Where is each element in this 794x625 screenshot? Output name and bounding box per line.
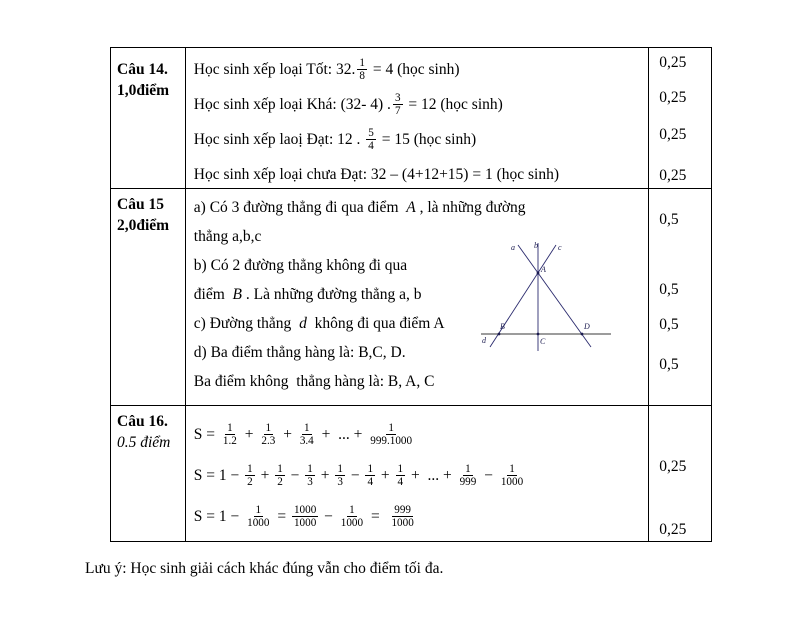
answer-content-cell xyxy=(186,406,649,541)
text-run: d) Ba điểm thẳng hàng là: B,C, D. xyxy=(193,343,406,361)
text-run: − xyxy=(286,466,304,484)
fraction-denominator: 4 xyxy=(368,140,374,152)
score-value: 0,5 xyxy=(659,316,679,333)
text-run: = 15 (học sinh) xyxy=(377,130,477,148)
text-run: A xyxy=(406,198,416,216)
score-value: 0,25 xyxy=(659,126,687,143)
score-value: 0,5 xyxy=(659,356,679,373)
question-points: 2,0điểm xyxy=(117,216,170,234)
question-label-cell xyxy=(111,406,186,541)
fraction-numerator: 5 xyxy=(368,126,374,139)
fraction-numerator: 999 xyxy=(394,503,411,516)
fraction xyxy=(366,127,376,153)
fraction xyxy=(275,463,285,489)
text-run: điểm xyxy=(193,285,233,303)
text-run: − xyxy=(480,466,497,484)
fraction-numerator: 1 xyxy=(277,462,283,475)
text-run: b) Có 2 đường thẳng không đi qua xyxy=(193,256,408,274)
fraction xyxy=(357,57,367,83)
geometry-diagram xyxy=(476,239,626,364)
answer-line xyxy=(194,496,642,537)
fraction xyxy=(396,463,406,489)
fraction-denominator: 7 xyxy=(394,105,401,117)
fraction xyxy=(368,422,414,448)
fraction xyxy=(298,422,316,448)
fraction-denominator: 1000 xyxy=(500,476,524,488)
score-value: 0,25 xyxy=(659,167,687,184)
label-D: D xyxy=(583,322,590,331)
text-run: Ba điểm không thẳng hàng là: B, A, C xyxy=(193,372,435,390)
score-cell xyxy=(649,48,711,188)
text-run: S = 1 − xyxy=(193,507,244,525)
fraction-numerator: 1 xyxy=(307,462,313,475)
text-run: c) Đường thẳng xyxy=(193,314,300,332)
fraction-numerator: 1000 xyxy=(293,503,317,516)
question-label-cell xyxy=(111,189,186,405)
fraction xyxy=(389,504,415,530)
footer-note: Lưu ý: Học sinh giải cách khác đúng vẫn cho điểm tối đa. xyxy=(85,560,444,577)
fraction-numerator: 3 xyxy=(394,91,401,104)
text-run: . Là những đường thẳng a, b xyxy=(242,285,422,303)
text-run: + xyxy=(279,425,296,443)
text-run: − xyxy=(346,466,364,484)
score-cell xyxy=(649,406,711,541)
text-run: S = 1 − xyxy=(193,466,244,484)
answer-line xyxy=(194,414,642,455)
answer-line xyxy=(194,157,642,192)
text-run: thẳng a,b,c xyxy=(193,227,262,245)
score-cell xyxy=(649,189,711,405)
text-run: + xyxy=(316,466,334,484)
fraction-denominator: 3 xyxy=(337,476,343,488)
label-a: a xyxy=(510,243,515,252)
text-run: Học sinh xếp loại Tốt: 32. xyxy=(193,60,356,78)
text-run: = xyxy=(367,507,388,525)
text-run: + xyxy=(240,425,258,443)
question-label-cell xyxy=(111,48,186,188)
score-value: 0,5 xyxy=(659,211,679,228)
label-A: A xyxy=(540,265,546,274)
text-run: , là những đường xyxy=(415,198,526,216)
label-c: c xyxy=(557,243,562,252)
fraction-denominator: 1000 xyxy=(247,517,270,529)
answer-content-cell xyxy=(186,48,649,188)
answer-line xyxy=(194,193,642,222)
text-run: B xyxy=(232,285,242,303)
label-B: B xyxy=(499,322,505,331)
fraction-denominator: 1000 xyxy=(340,517,364,529)
fraction-denominator: 3 xyxy=(307,476,313,488)
fraction-numerator: 1 xyxy=(509,462,515,475)
fraction-numerator: 1 xyxy=(349,503,355,516)
fraction-denominator: 4 xyxy=(367,476,374,488)
fraction-denominator: 999 xyxy=(459,476,477,488)
answer-line xyxy=(194,52,642,87)
text-run: + ... + xyxy=(317,425,367,443)
text-run: − xyxy=(320,507,337,525)
label-b: b xyxy=(533,241,538,250)
score-value: 0,25 xyxy=(659,521,687,538)
fraction-numerator: 1 xyxy=(255,503,262,516)
fraction-denominator: 1000 xyxy=(293,517,317,529)
point-D xyxy=(580,333,583,336)
text-run: Học sinh xếp loại chưa Đạt: 32 – (4+12+15) = 1 (học sinh) xyxy=(193,165,559,183)
fraction xyxy=(499,463,525,489)
answer-content-cell xyxy=(186,189,649,405)
fraction xyxy=(292,504,318,530)
text-run: không đi qua điểm A xyxy=(306,314,445,332)
score-value: 0,5 xyxy=(659,281,679,298)
fraction xyxy=(305,463,315,489)
fraction-denominator: 2 xyxy=(247,476,253,488)
score-value: 0,25 xyxy=(659,458,687,475)
fraction-denominator: 999.1000 xyxy=(370,435,413,447)
answer-table xyxy=(110,47,712,542)
fraction xyxy=(221,422,239,448)
text-run: a) Có 3 đường thẳng đi qua điểm xyxy=(193,198,407,216)
fraction xyxy=(245,504,271,530)
fraction-denominator: 4 xyxy=(397,476,404,488)
question-number: Câu 14. xyxy=(117,61,168,78)
fraction-numerator: 1 xyxy=(367,462,374,475)
text-run: + xyxy=(256,466,274,484)
answer-line xyxy=(194,87,642,122)
fraction-numerator: 1 xyxy=(247,462,253,475)
fraction xyxy=(393,92,403,118)
fraction-denominator: 1000 xyxy=(391,517,414,529)
text-run: + ... + xyxy=(407,466,456,484)
answer-line xyxy=(194,367,642,396)
text-run: d xyxy=(299,314,307,332)
fraction-denominator: 2.3 xyxy=(261,435,276,447)
fraction-numerator: 1 xyxy=(227,421,233,434)
fraction xyxy=(458,463,479,489)
table-row-cau16 xyxy=(111,406,711,541)
fraction-denominator: 2 xyxy=(277,476,283,488)
line-a xyxy=(518,245,591,347)
question-number: Câu 15 xyxy=(117,196,164,213)
fraction-numerator: 1 xyxy=(359,56,365,69)
question-points: 0.5 điểm xyxy=(117,433,171,451)
question-number: Câu 16. xyxy=(117,413,168,430)
table-row-cau14 xyxy=(111,48,711,189)
fraction-numerator: 1 xyxy=(397,462,404,475)
table-row-cau15 xyxy=(111,189,711,406)
text-run: S = xyxy=(193,425,219,443)
text-run: = 12 (học sinh) xyxy=(404,95,503,113)
fraction xyxy=(245,463,255,489)
fraction xyxy=(335,463,345,489)
text-run: = 4 (học sinh) xyxy=(368,60,460,78)
label-C: C xyxy=(539,337,546,346)
answer-line xyxy=(194,122,642,157)
point-C xyxy=(536,333,539,336)
fraction-numerator: 1 xyxy=(388,421,394,434)
fraction-numerator: 1 xyxy=(337,462,343,475)
fraction-denominator: 1.2 xyxy=(222,435,237,447)
fraction-denominator: 8 xyxy=(359,70,365,82)
score-value: 0,25 xyxy=(659,54,687,71)
point-A xyxy=(536,272,539,275)
fraction xyxy=(365,463,375,489)
score-value: 0,25 xyxy=(659,89,687,106)
question-points: 1,0điểm xyxy=(117,81,170,99)
label-d: d xyxy=(481,336,486,345)
fraction-numerator: 1 xyxy=(465,462,471,475)
text-run: + xyxy=(377,466,394,484)
text-run: = xyxy=(273,507,290,525)
text-run: Học sinh xếp loại Khá: (32- 4) . xyxy=(193,95,391,113)
fraction xyxy=(339,504,365,530)
fraction xyxy=(259,422,277,448)
answer-line xyxy=(194,455,642,496)
fraction-numerator: 1 xyxy=(304,421,310,434)
fraction-denominator: 3.4 xyxy=(299,435,314,447)
text-run: Học sinh xếp laoị Đạt: 12 . xyxy=(193,130,365,148)
point-B xyxy=(497,333,500,336)
line-c xyxy=(490,245,556,347)
fraction-numerator: 1 xyxy=(265,421,272,434)
